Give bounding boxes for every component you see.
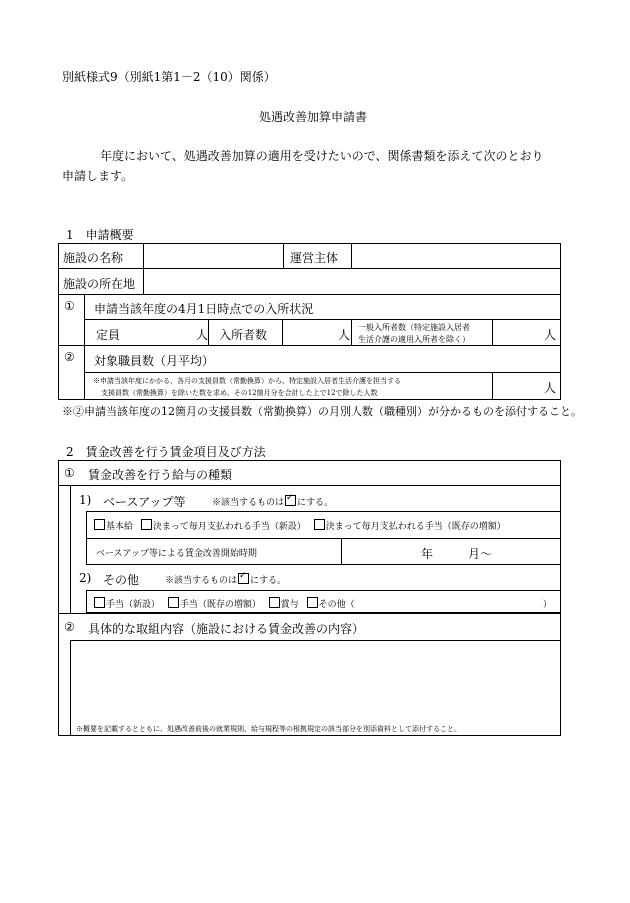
general-residents-label-line1: 一般入所者数（特定施設入居者 (358, 323, 470, 332)
checkbox-icon[interactable] (94, 519, 105, 530)
baseup-start-month: 月～ (468, 547, 493, 561)
wage-item-number-2: ② (64, 620, 75, 634)
operator-field[interactable] (353, 245, 559, 267)
item-number-1: ① (64, 299, 75, 313)
checkbox-icon[interactable] (94, 597, 105, 608)
baseup-start-label: ベースアップ等による賃金改善開始時期 (96, 549, 257, 559)
form-reference: 別紙様式9（別紙1第1－2（10）関係） (62, 70, 276, 84)
option-allowance-increase[interactable]: 手当（既存の増額） (167, 600, 261, 610)
baseup-start-date-field[interactable] (345, 540, 559, 563)
option-monthly-allowance-new[interactable]: 決まって毎月支払われる手当（新設） (140, 522, 306, 532)
facility-address-field[interactable] (145, 270, 559, 293)
item-number-2: ② (64, 350, 75, 364)
checked-box-icon (285, 495, 296, 506)
section1-heading: 1 申請概要 (66, 228, 134, 242)
operator-label: 運営主体 (290, 251, 339, 265)
residents-unit: 人 (338, 328, 351, 342)
other-detail-field[interactable] (356, 594, 540, 610)
baseup-start-year: 年 (421, 547, 434, 561)
other-options-row (93, 597, 355, 610)
baseup-heading: ベースアップ等 (103, 495, 186, 509)
wage-item-number-1: ① (64, 466, 75, 480)
baseup-instruction: ※該当するものは✓ にする。 (212, 495, 333, 508)
checkbox-icon[interactable] (314, 519, 325, 530)
checkbox-icon[interactable] (141, 519, 152, 530)
other-instruction: ※該当するものは✓ にする。 (165, 573, 286, 586)
general-residents-field[interactable] (494, 321, 534, 343)
section1-footnote: ※②申請当該年度の12箇月の支援員数（常勤換算）の月別人数（職種別）が分かるものを添付すること。 (62, 405, 582, 418)
other-subnumber: 2) (79, 571, 92, 585)
section2-heading: 2 賃金改善を行う賃金項目及び方法 (66, 445, 266, 459)
facility-address-label: 施設の所在地 (63, 277, 136, 291)
baseup-options-row (93, 519, 506, 532)
document-title: 処遇改善加算申請書 (259, 110, 368, 124)
checkbox-icon[interactable] (307, 597, 318, 608)
baseup-subnumber: 1) (79, 493, 92, 507)
admission-status-heading: 申請当該年度の4月1日時点での入所状況 (94, 302, 314, 316)
checkbox-icon[interactable] (168, 597, 179, 608)
option-allowance-new[interactable]: 手当（新設） (93, 600, 160, 610)
option-basic-salary[interactable]: 基本給 (93, 522, 133, 532)
specific-measures-heading: 具体的な取組内容（施設における賃金改善の内容） (88, 622, 365, 636)
option-other[interactable]: その他（ (306, 600, 355, 610)
capacity-unit: 人 (196, 328, 209, 342)
option-monthly-allowance-increase[interactable]: 決まって毎月支払われる手当（既存の増額） (313, 522, 506, 532)
capacity-label: 定員 (96, 328, 121, 342)
wage-types-heading: 賃金改善を行う給与の種類 (88, 468, 233, 482)
checked-box-icon (238, 573, 249, 584)
target-staff-unit: 人 (544, 381, 557, 395)
target-staff-field[interactable] (494, 374, 534, 398)
general-residents-unit: 人 (544, 328, 557, 342)
other-heading: その他 (103, 573, 140, 587)
other-close-paren: ） (543, 600, 553, 610)
specific-measures-textarea[interactable] (72, 642, 559, 718)
option-bonus[interactable]: 賞与 (268, 600, 299, 610)
residents-field[interactable] (284, 321, 336, 343)
intro-text-line2: 申請します。 (62, 169, 134, 183)
target-staff-note-line1: ※申請当該年度にかかる、各月の支援員数（常勤換算）から、特定施設入居者生活介護を担当する (93, 377, 401, 385)
specific-measures-note: ※概要を記載するとともに、処遇改善前後の就業規則、給与規程等の根拠規定の該当部分を別添資料として添付すること。 (76, 725, 461, 733)
facility-name-label: 施設の名称 (63, 251, 124, 265)
general-residents-label-line2: 生活介護の適用入所者を除く） (358, 335, 470, 344)
checkbox-icon[interactable] (269, 597, 280, 608)
target-staff-note-line2: 支援員数（常勤換算）を除いた数を求め、その12箇月分を合計した上で12で除した人数 (101, 389, 378, 397)
capacity-field[interactable] (134, 321, 192, 343)
facility-name-field[interactable] (145, 245, 281, 267)
residents-label: 入所者数 (219, 328, 268, 342)
intro-text-line1: 年度において、処遇改善加算の適用を受けたいので、関係書類を添えて次のとおり (100, 149, 544, 163)
target-staff-heading: 対象職員数（月平均） (94, 354, 215, 368)
